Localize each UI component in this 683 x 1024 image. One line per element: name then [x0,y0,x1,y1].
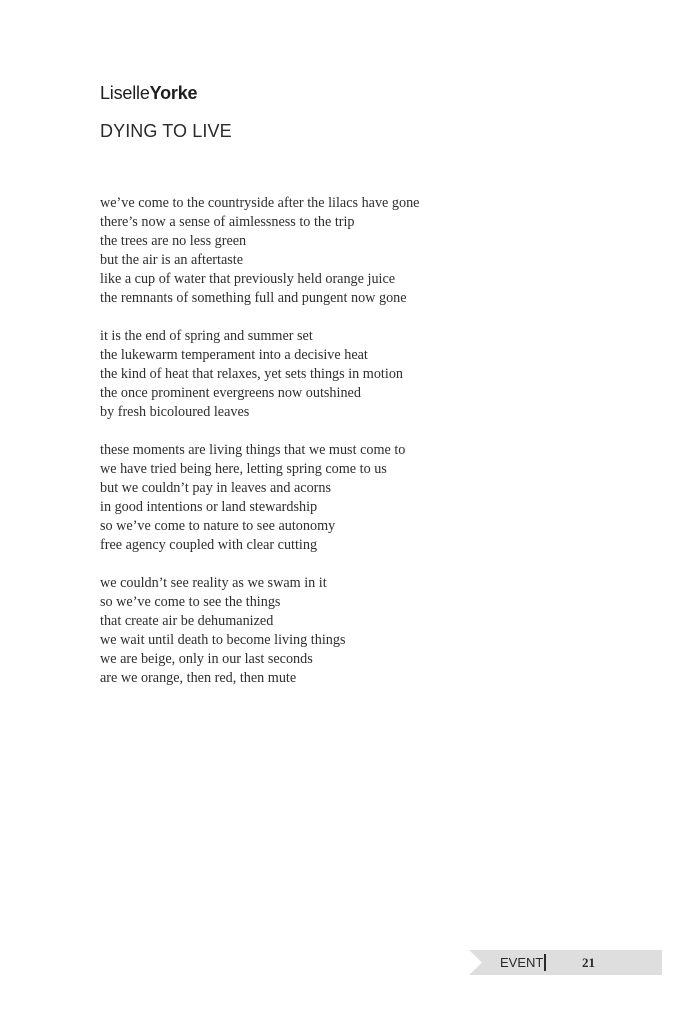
author-first-name: Liselle [100,83,150,103]
poem-line: but the air is an aftertaste [100,252,243,268]
stanza-4 [100,574,580,688]
poem-line: we have tried being here, letting spring come to us [100,461,387,477]
poem-title: DYING TO LIVE [100,121,232,141]
page-number: 21 [582,955,595,970]
poem-body [100,194,580,707]
author-last-name: Yorke [149,83,198,103]
poem-line: we are beige, only in our last seconds [100,651,313,667]
poem-line: there’s now a sense of aimlessness to the trip [100,214,355,230]
poem-line: it is the end of spring and summer set [100,328,313,344]
stanza-2 [100,327,580,422]
poem-line: we wait until death to become living things [100,632,346,648]
poem-line: these moments are living things that we must come to [100,442,406,458]
poem-line: so we’ve come to see the things [100,594,281,610]
poem-line: the lukewarm temperament into a decisive heat [100,347,368,363]
poem-line: the kind of heat that relaxes, yet sets things in motion [100,366,404,382]
stanza-3 [100,441,580,555]
poem-line: are we orange, then red, then mute [100,670,297,686]
poem-line: we couldn’t see reality as we swam in it [100,575,327,591]
poem-line: the once prominent evergreens now outshined [100,385,361,401]
poem-line: the trees are no less green [100,233,247,249]
poem-line: by fresh bicoloured leaves [100,404,250,420]
poem-line: that create air be dehumanized [100,613,274,629]
poem-line: the remnants of something full and pungent now gone [100,290,407,306]
poem-line: like a cup of water that previously held orange juice [100,271,396,287]
poem-line: so we’ve come to nature to see autonomy [100,518,336,534]
stanza-1 [100,194,580,308]
footer-divider [544,954,546,971]
poem-line: free agency coupled with clear cutting [100,537,318,553]
poem-line: but we couldn’t pay in leaves and acorns [100,480,332,496]
footer-journal-name: EVENT [500,955,544,970]
poem-line: in good intentions or land stewardship [100,499,318,515]
poem-line: we’ve come to the countryside after the lilacs have gone [100,195,420,211]
footer-tab [469,950,662,975]
author-name [100,82,197,104]
